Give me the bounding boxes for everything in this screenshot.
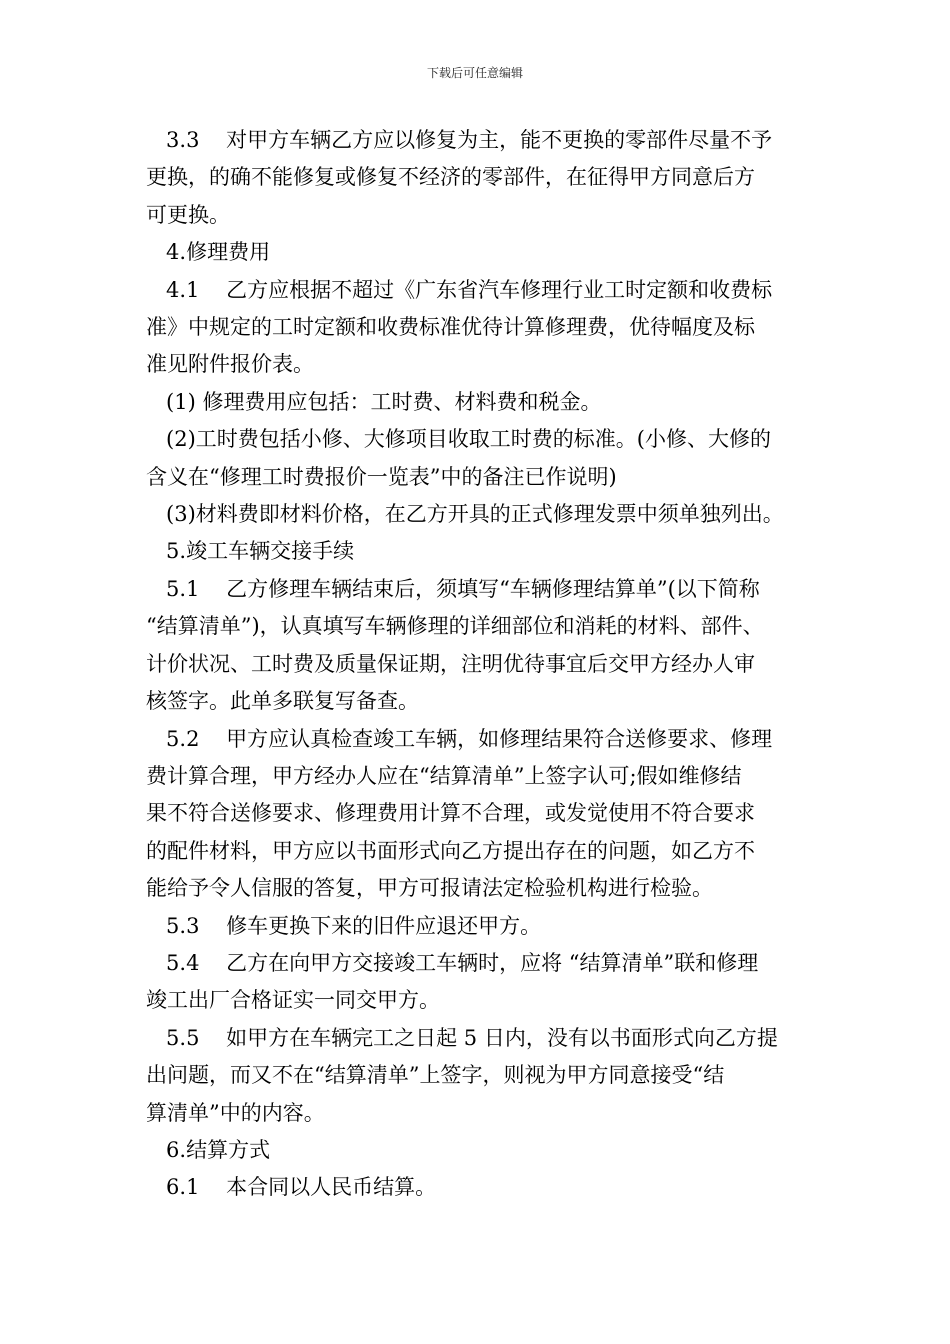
text-line: 果不符合送修要求、修理费用计算不合理，或发觉使用不符合要求	[146, 801, 755, 826]
text-line: (1) 修理费用应包括：工时费、材料费和税金。	[146, 389, 602, 414]
document-body	[146, 122, 816, 1207]
text-line: 含义在“修理工时费报价一览表”中的备注已作说明)	[146, 464, 617, 489]
text-line: 竣工出厂合格证实一同交甲方。	[146, 988, 440, 1013]
text-line: 计价状况、工时费及质量保证期，注明优待事宜后交甲方经办人审	[146, 651, 755, 676]
text-line: 更换，的确不能修复或修复不经济的零部件，在征得甲方同意后方	[146, 165, 755, 190]
text-line: 核签字。此单多联复写备查。	[146, 689, 419, 714]
text-line: 4.修理费用	[146, 240, 271, 265]
text-line: 5.3 修车更换下来的旧件应退还甲方。	[146, 913, 542, 938]
text-line: 可更换。	[146, 202, 230, 227]
text-line: 4.1 乙方应根据不超过《广东省汽车修理行业工时定额和收费标	[146, 277, 773, 302]
text-line: 5.5 如甲方在车辆完工之日起 5 日内，没有以书面形式向乙方提	[146, 1025, 778, 1050]
text-line: 5.1 乙方修理车辆结束后，须填写“车辆修理结算单”(以下简称	[146, 576, 760, 601]
text-line: “结算清单”)，认真填写车辆修理的详细部位和消耗的材料、部件、	[146, 614, 764, 639]
text-line: 出问题，而又不在“结算清单”上签字，则视为甲方同意接受“结	[146, 1063, 725, 1088]
text-line: 6.结算方式	[146, 1137, 271, 1162]
text-line: 5.竣工车辆交接手续	[146, 539, 355, 564]
text-line: 能给予令人信服的答复，甲方可报请法定检验机构进行检验。	[146, 876, 713, 901]
text-line: 的配件材料，甲方应以书面形式向乙方提出存在的问题，如乙方不	[146, 838, 755, 863]
text-line: 5.2 甲方应认真检查竣工车辆，如修理结果符合送修要求、修理	[146, 726, 773, 751]
text-line: 算清单”中的内容。	[146, 1100, 325, 1125]
text-line: 6.1 本合同以人民币结算。	[146, 1175, 437, 1200]
text-line: 3.3 对甲方车辆乙方应以修复为主，能不更换的零部件尽量不予	[146, 128, 773, 152]
text-line: 准》中规定的工时定额和收费标准优待计算修理费，优待幅度及标	[146, 315, 755, 340]
text-line: 5.4 乙方在向甲方交接竣工车辆时，应将 “结算清单”联和修理	[146, 950, 759, 975]
text-line: (3)材料费即材料价格，在乙方开具的正式修理发票中须单独列出。	[146, 502, 784, 527]
page-header: 下载后可任意编辑	[426, 66, 523, 80]
text-line: 准见附件报价表。	[146, 352, 314, 377]
text-line: (2)工时费包括小修、大修项目收取工时费的标准。(小修、大修的	[146, 427, 771, 452]
text-line: 费计算合理，甲方经办人应在“结算清单”上签字认可;假如维修结	[146, 763, 742, 788]
